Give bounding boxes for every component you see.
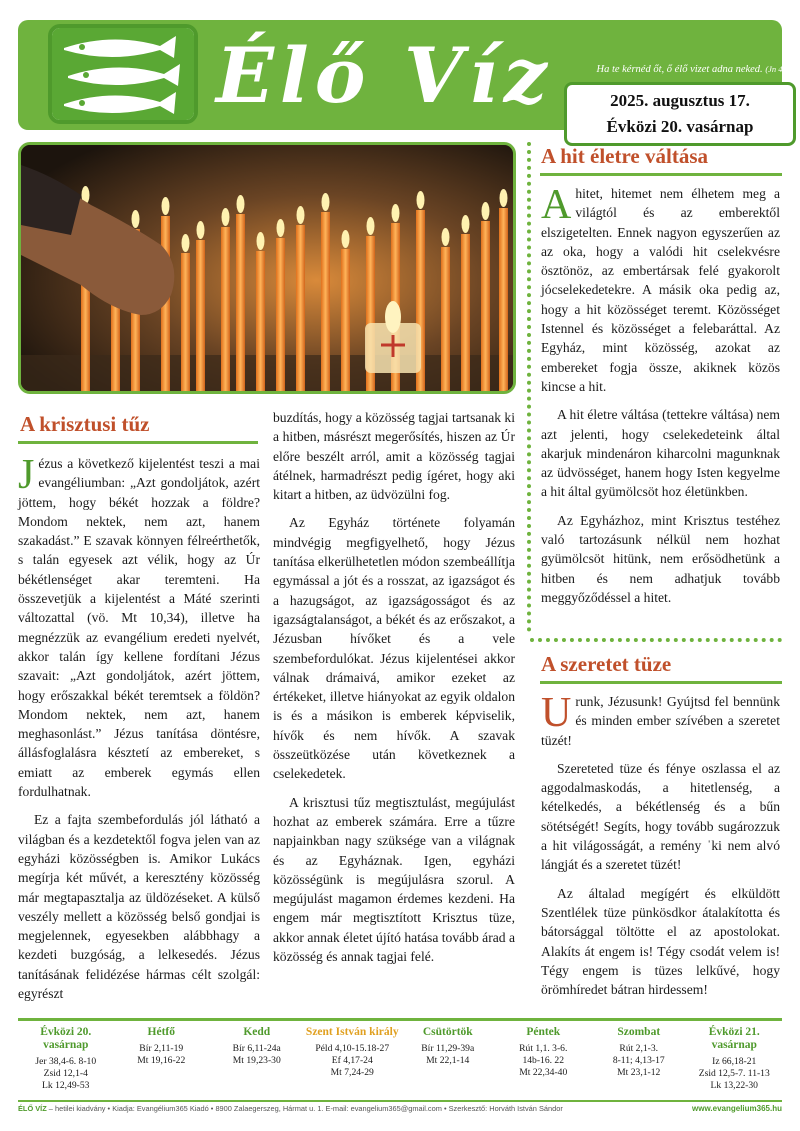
day-name: Évközi 21. vasárnap <box>708 1026 760 1051</box>
candles-photo <box>18 142 516 394</box>
colophon-text: – hetilei kiadvány • Kiadja: Evangélium365 Kiadó • 8900 Zalaegerszeg, Hármat u. 1. E-mail: evangelium365@gmail.com • Szerkesztő: Horváth István Sándor <box>46 1104 563 1113</box>
candle-flame <box>162 197 170 215</box>
day-name: Szent István király <box>305 1026 399 1038</box>
candle-flame <box>197 221 205 239</box>
reading-ref: Lk 12,49-53 <box>42 1080 90 1091</box>
candle-flame <box>342 230 350 248</box>
readings-rule <box>18 1018 782 1021</box>
candle-flame <box>500 189 508 207</box>
article-title-szeretet-tuze: A szeretet tüze <box>541 652 672 676</box>
masthead-title: Élő Víz <box>216 31 553 120</box>
heading-rule <box>540 681 782 684</box>
reading-day <box>687 1026 783 1092</box>
article1-paragraph-4: Az Egyház története folyamán mindvégig megfigyelhető, hogy Jézus tanítása elkerülhetetlen módon szembeállítja egymással a jót és a rosszat, az igazságot és a hazugságot, az igazságosságot és az igazságtalanságot, a békét és az erőszakot, a Jézusban hívőket és a vele szembefordulókat. Jézus kijelentései akkor válnak drámaivá, amikor ezeket az értékeket, illetve hiányokat az egyik oldalon is és a másikon is emberek képviselik, hívők és nem hívők. A szavak összeütközése után következnek a cselekedetek. <box>273 515 515 782</box>
day-name: Péntek <box>526 1026 561 1038</box>
colophon-rule <box>18 1100 782 1102</box>
candle-flame <box>182 234 190 252</box>
reading-ref: 14b-16. 22 <box>522 1055 565 1066</box>
day-name: Csütörtök <box>422 1026 473 1038</box>
reading-day <box>591 1026 687 1092</box>
article-title-krisztusi-tuz: A krisztusi tűz <box>20 412 150 436</box>
column-separator <box>527 142 531 632</box>
reading-ref: Mt 23,1-12 <box>617 1067 661 1078</box>
day-name: Évközi 20. vasárnap <box>40 1026 92 1051</box>
reading-ref: Iz 66,18-21 <box>712 1056 757 1067</box>
candle-flame <box>392 204 400 222</box>
candle <box>321 212 330 391</box>
reading-day <box>18 1026 114 1092</box>
dropcap: A <box>541 182 572 228</box>
candle-flame <box>297 206 305 224</box>
candle-flame <box>417 191 425 209</box>
article3-text <box>541 692 780 1017</box>
article1-paragraph-2: Ez a fajta szembefordulás jól látható a világban és a kezdetektől fogva jelen van az egyházi közösségben is. Amikor Lukács megírja két művét, a keresztény közösség már megtapasztalja az üldözéseket. A külső veszély mellett a közösség belső gondjai is megjelennek, egyesekben alábbhagy a kezdeti buzgóság, a lelkesedés. Jézus tanításának felidézése hármas célt szolgál: egyrészt <box>18 812 260 1002</box>
reading-ref: Bír 6,11-24a <box>232 1043 281 1054</box>
reading-day <box>496 1026 592 1092</box>
reading-ref: Mt 7,24-29 <box>330 1067 374 1078</box>
reading-ref: Lk 13,22-30 <box>710 1080 758 1091</box>
candle-flame <box>462 215 470 233</box>
candle <box>236 214 245 391</box>
article1-column2 <box>273 408 515 1013</box>
candle <box>276 238 285 391</box>
candle <box>481 221 490 391</box>
weekly-readings <box>18 1026 782 1092</box>
candle <box>499 208 508 391</box>
candle <box>181 253 190 391</box>
motto-text: Ha te kérnéd őt, ő élő vizet adna neked. <box>596 64 763 75</box>
reading-ref: Péld 4,10-15.18-27 <box>315 1043 390 1054</box>
reading-ref: Mt 22,34-40 <box>519 1067 568 1078</box>
article2-paragraph-2: A hit életre váltása (tettekre váltása) nem azt jelenti, hogy cselekedeteink által akarjuk mindenáron kiharcolni magunknak az üdvösséget, hanem hogy Isten kegyelme a hit által gyümölcsöt hoz életünkben. <box>541 407 780 500</box>
colophon <box>18 1104 782 1113</box>
section-separator <box>530 638 782 642</box>
reading-ref: Mt 19,23-30 <box>232 1055 281 1066</box>
three-fish-icon <box>48 24 198 124</box>
reading-ref: Bír 2,11-19 <box>139 1043 184 1054</box>
candle-flame <box>482 202 490 220</box>
reading-ref: Ef 4,17-24 <box>331 1055 373 1066</box>
website-link[interactable]: www.evangelium365.hu <box>692 1104 782 1113</box>
article2-text <box>541 184 780 634</box>
candle <box>256 251 265 391</box>
article1-paragraph-5: A krisztusi tűz megtisztulást, megújulást hozhat az emberek számára. Erre a tűzre napjainkban nagy szüksége van a világnak és az Egyháznak. Igen, egyházi közösségünk is megújulásra szorul. A megújulást magamon érdemes kezdeni. Ha engem már megtisztított Krisztus tüze, akkor annak életet újító hatása tovább árad a közösség és annak tagjai felé. <box>273 794 515 965</box>
reading-day <box>209 1026 305 1092</box>
candle-flame <box>442 228 450 246</box>
candle-flame <box>257 232 265 250</box>
day-name: Hétfő <box>147 1026 175 1038</box>
colophon-brand: ÉLŐ VÍZ <box>18 1104 47 1113</box>
article3-paragraph-3: Az általad megígért és elküldött Szentlélek tüze pünkösdkor átalakította és bátorsággal töltötte el az apostolokat. Alakíts át engem is! Tégy csodát velem is! Tégy engem is tüzes lelkűvé, hogy örömhíredet bátran hirdessem! <box>541 885 780 998</box>
article-title-hit-eletre: A hit életre váltása <box>541 144 708 168</box>
candle <box>461 234 470 391</box>
heading-rule <box>540 173 782 176</box>
motto-reference: (Jn 4,10) <box>765 64 796 74</box>
candle-flame <box>222 208 230 226</box>
reading-ref: Zsid 12,1-4 <box>43 1068 88 1079</box>
article1-paragraph-3: buzdítás, hogy a közösség tagjai tartsanak ki a hitben, másrészt megerősítés, hiszen az Úr előre beszélt arról, amit a közösség tagjai átélnek, harmadrészt pedig ígéret, hogy aki kitart a hitben, az üdvözülni fog. <box>273 410 515 503</box>
candle <box>196 240 205 391</box>
reading-ref: Jer 38,4-6. 8-10 <box>35 1056 97 1067</box>
candle <box>221 227 230 391</box>
article2-paragraph-1: hitet, hitemet nem élhetem meg a világtól és az emberektől elszigetelten. Ennek nagyon egyszerűen az az oka, hogy a valódi hit cselekvésre ösztönöz, az embertársak felé gyakorolt jócselekedetekre. A másik oka pedig az, hogy a hit közösséget teremt. Közösséget Istennel és közösséget a felebaráttal. Az Egyház, mint közösség, azokat az embereket fogja össze, akiknek közös kincse a hit. <box>541 186 780 394</box>
reading-ref: Rút 1,1. 3-6. <box>519 1043 568 1054</box>
candle-flame <box>367 217 375 235</box>
motto <box>546 64 796 75</box>
article1-paragraph-1: ézus a következő kijelentést teszi a mai evangéliumban: „Azt gondoljátok, azért jöttem, hogy békét hozzak a földre? Mondom nektek, nem azt, hanem szakadást.” E szavak könnyen félreérthetők, s talán egyesek azt vélik, hogy az Úr békétlenséget akar teremteni. Ha összevetjük a kijelentést a Máté szerinti változattal (vö. Mt 10,34), illetve ha megnézzük az evangélium eredeti nyelvét, akkor talán így kellene fordítani Jézus szavait: „Azt gondoljátok, azért jöttem, hogy erőszakkal békét teremtsek a földön? Mondom nektek, nem azt, hanem meghasonlást.” Jézus tanítása döntésre, állásfoglalásra késztetí az embereket, s emiatt az emberek egymás ellen fordulhatnak. <box>18 456 260 800</box>
candle-flame <box>277 219 285 237</box>
reading-day <box>400 1026 496 1092</box>
reading-ref: Mt 19,16-22 <box>137 1055 186 1066</box>
article3-paragraph-1: runk, Jézusunk! Gyújtsd fel bennünk és minden ember szívében a szeretet tüzét! <box>541 694 780 748</box>
reading-day <box>114 1026 210 1092</box>
candle-flame <box>132 210 140 228</box>
reading-ref: Mt 22,1-14 <box>426 1055 470 1066</box>
issue-date: 2025. augusztus 17. <box>610 91 750 110</box>
heading-rule <box>18 441 258 444</box>
day-name: Kedd <box>243 1026 271 1038</box>
candle <box>441 247 450 391</box>
reading-ref: Zsid 12,5-7. 11-13 <box>698 1068 770 1079</box>
reading-ref: Rút 2,1-3. <box>619 1043 659 1054</box>
dropcap: U <box>541 690 572 736</box>
candle-flame <box>322 193 330 211</box>
candle <box>341 249 350 391</box>
masthead-banner <box>18 20 796 136</box>
day-name: Szombat <box>617 1026 661 1038</box>
article1-column1 <box>18 454 260 1019</box>
liturgical-day: Évközi 20. vasárnap <box>606 117 754 136</box>
date-box <box>564 82 796 146</box>
reading-day <box>305 1026 401 1092</box>
candle <box>296 225 305 391</box>
dropcap: J <box>18 452 35 498</box>
article2-paragraph-3: Az Egyházhoz, mint Krisztus testéhez való tartozásunk nélkül nem hozhat gyümölcsöt hitünk, nem erősödhetünk a hitben és nem adhatjuk tovább meggyőződéssel a hitet. <box>541 512 780 605</box>
article3-paragraph-2: Szereteted tüze és fénye oszlassa el az aggodalmaskodás, a hitetlenség, a kételkedés, a békétlenség és a bűn sötétségét! Segíts, hogy tovább sugározzuk a hit világosságát, a remény ˈki nem alvó lángját és a szeretet tüzét! <box>541 760 780 873</box>
reading-ref: 8-11; 4,13-17 <box>612 1055 665 1066</box>
candle-flame <box>237 195 245 213</box>
reading-ref: Bír 11,29-39a <box>421 1043 475 1054</box>
